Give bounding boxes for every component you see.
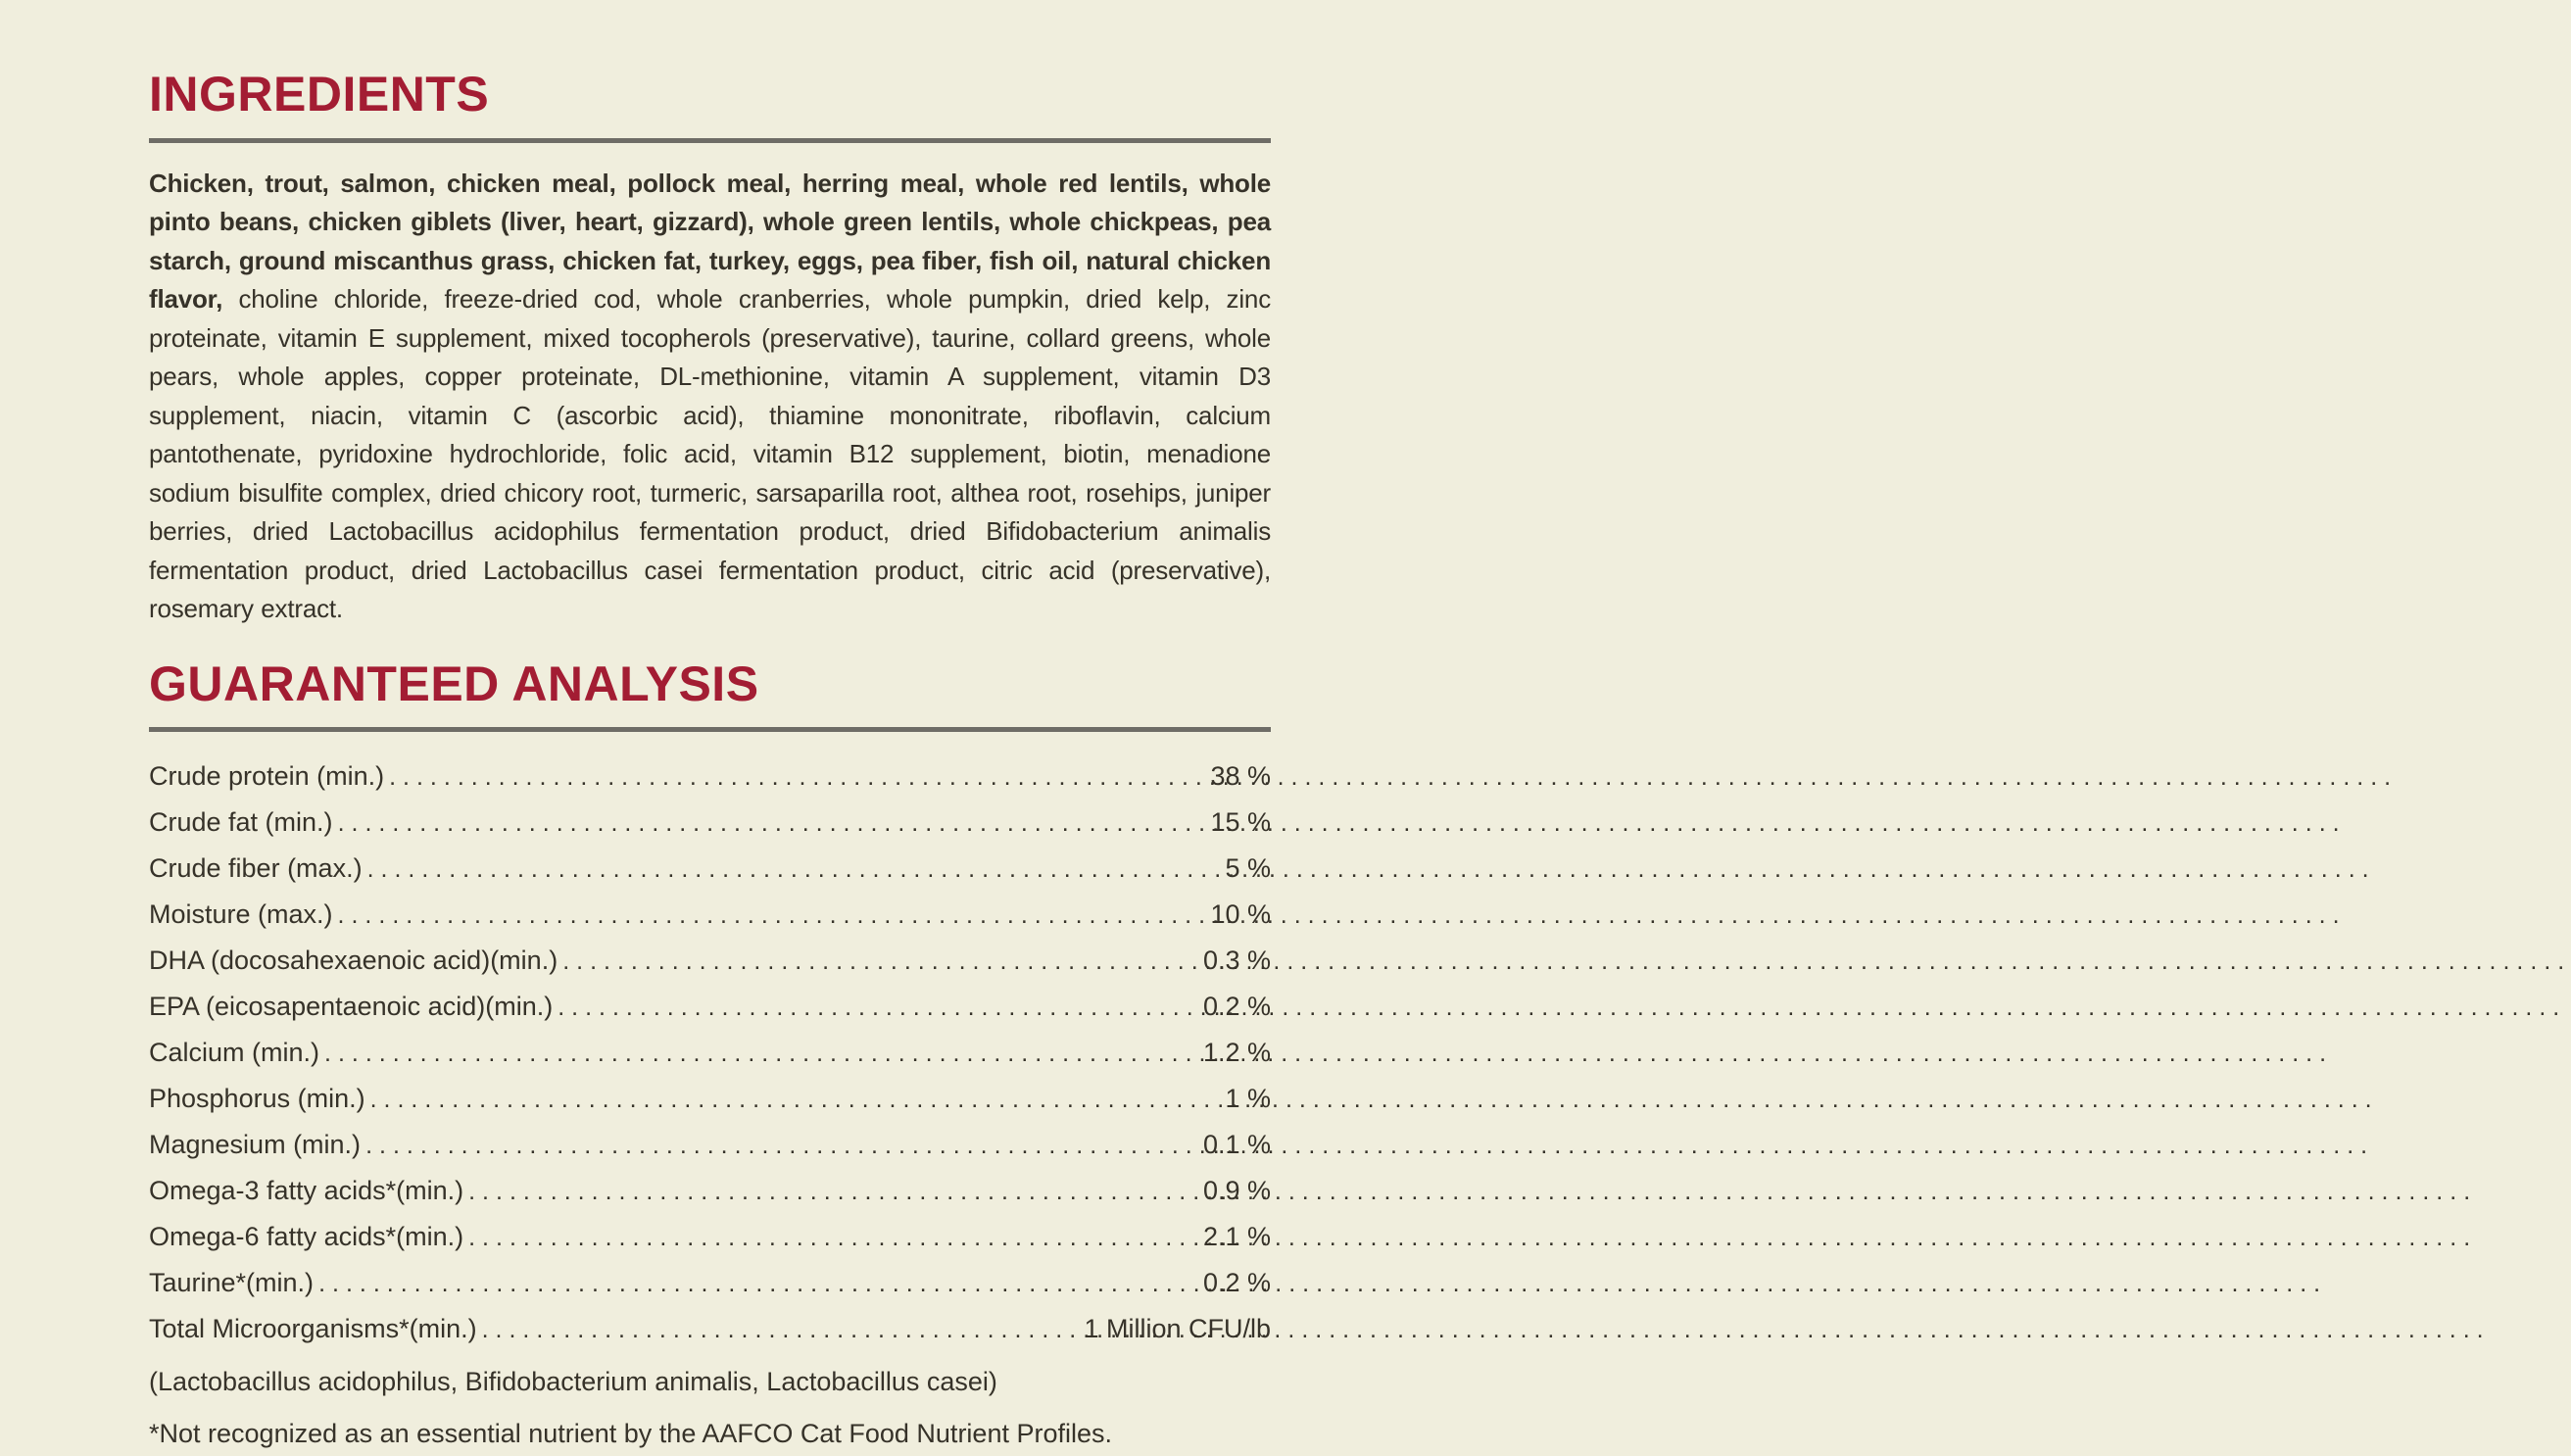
dot-leader [338,800,1206,846]
dot-leader [338,892,1206,938]
analysis-row [149,846,1271,892]
analysis-row-value: 38 % [1210,753,1271,799]
dot-leader [468,1168,1198,1214]
ingredients-primary-list: Chicken, trout, salmon, chicken meal, pollock meal, herring meal, whole red lentils, whole pinto beans, chicken giblets (liver, heart, gizzard), whole green lentils, whole chickpeas, pea starch, ground miscanthus grass, chicken fat, turkey, eggs, pea fiber, fish oil, natural chicken flavor, [149,169,1271,315]
analysis-row-value: 15 % [1210,800,1271,845]
analysis-row-value: 0.3 % [1203,938,1271,983]
guaranteed-analysis-divider [149,727,1271,732]
analysis-row [149,938,1271,984]
analysis-row [149,1076,1271,1122]
analysis-row-value: 1 % [1225,1076,1271,1121]
ingredients-paragraph [149,165,1271,629]
dot-leader [365,1122,1198,1168]
analysis-row [149,892,1271,938]
microorganisms-species-note: (Lactobacillus acidophilus, Bifidobacterium animalis, Lactobacillus casei) [149,1359,1271,1404]
analysis-row [149,984,1271,1030]
analysis-row-value: 0.9 % [1203,1168,1271,1213]
ingredients-secondary-list: choline chloride, freeze-dried cod, whole cranberries, whole pumpkin, dried kelp, zinc proteinate, vitamin E supplement, mixed tocopherols (preservative), taurine, collard greens, whole pears, whole apples, copper proteinate, DL-methionine, vitamin A supplement, vitamin D3 supplement, niacin, vitamin C (ascorbic acid), thiamine mononitrate, riboflavin, calcium pantothenate, pyridoxine hydrochloride, folic acid, vitamin B12 supplement, biotin, menadione sodium bisulfite complex, dried chicory root, turmeric, sarsaparilla root, althea root, rosehips, juniper berries, dried Lactobacillus acidophilus fermentation product, dried Bifidobacterium animalis fermentation product, dried Lactobacillus casei fermentation product, citric acid (preservative), rosemary extract. [149,284,1271,623]
analysis-row [149,1260,1271,1306]
analysis-row-label: Moisture (max.) [149,892,333,937]
ingredients-divider [149,138,1271,143]
analysis-row [149,1168,1271,1214]
guaranteed-analysis-title: GUARANTEED ANALYSIS [149,658,1271,710]
dot-leader [482,1306,1080,1352]
analysis-row [149,1306,1271,1352]
dot-leader [370,1076,1221,1122]
analysis-row-label: Crude protein (min.) [149,753,384,799]
analysis-row-label: Omega-3 fatty acids*(min.) [149,1168,463,1213]
analysis-row-value: 0.1 % [1203,1122,1271,1167]
dot-leader [389,753,1205,800]
dot-leader [318,1260,1198,1306]
analysis-row [149,753,1271,800]
analysis-row-label: Total Microorganisms*(min.) [149,1306,477,1351]
analysis-row-value: 2.1 % [1203,1214,1271,1259]
dot-leader [562,938,1198,984]
analysis-row-value: 0.2 % [1203,1260,1271,1305]
ingredients-title: INGREDIENTS [149,69,1271,121]
aafco-footnote: *Not recognized as an essential nutrient by the AAFCO Cat Food Nutrient Profiles. [149,1411,1271,1456]
analysis-row-label: Crude fiber (max.) [149,846,363,891]
analysis-row-label: DHA (docosahexaenoic acid)(min.) [149,938,558,983]
analysis-row-value: 1 Million CFU/lb [1084,1306,1271,1351]
ingredients-section [149,69,1271,629]
analysis-row-value: 0.2 % [1203,984,1271,1029]
analysis-row-value: 1.2 % [1203,1030,1271,1075]
analysis-row-label: Omega-6 fatty acids*(min.) [149,1214,463,1259]
analysis-row [149,1030,1271,1076]
analysis-table [149,753,1271,1352]
dot-leader [324,1030,1198,1076]
analysis-row-value: 10 % [1210,892,1271,937]
dot-leader [367,846,1221,892]
guaranteed-analysis-section [149,658,1271,1456]
analysis-row-label: Magnesium (min.) [149,1122,361,1167]
dot-leader [468,1214,1198,1260]
analysis-row-value: 5 % [1225,846,1271,891]
analysis-row-label: EPA (eicosapentaenoic acid)(min.) [149,984,553,1029]
analysis-row [149,1122,1271,1168]
analysis-row-label: Crude fat (min.) [149,800,333,845]
analysis-row [149,800,1271,846]
dot-leader [558,984,1198,1030]
analysis-row-label: Calcium (min.) [149,1030,319,1075]
analysis-row-label: Phosphorus (min.) [149,1076,365,1121]
analysis-row [149,1214,1271,1260]
analysis-row-label: Taurine*(min.) [149,1260,314,1305]
